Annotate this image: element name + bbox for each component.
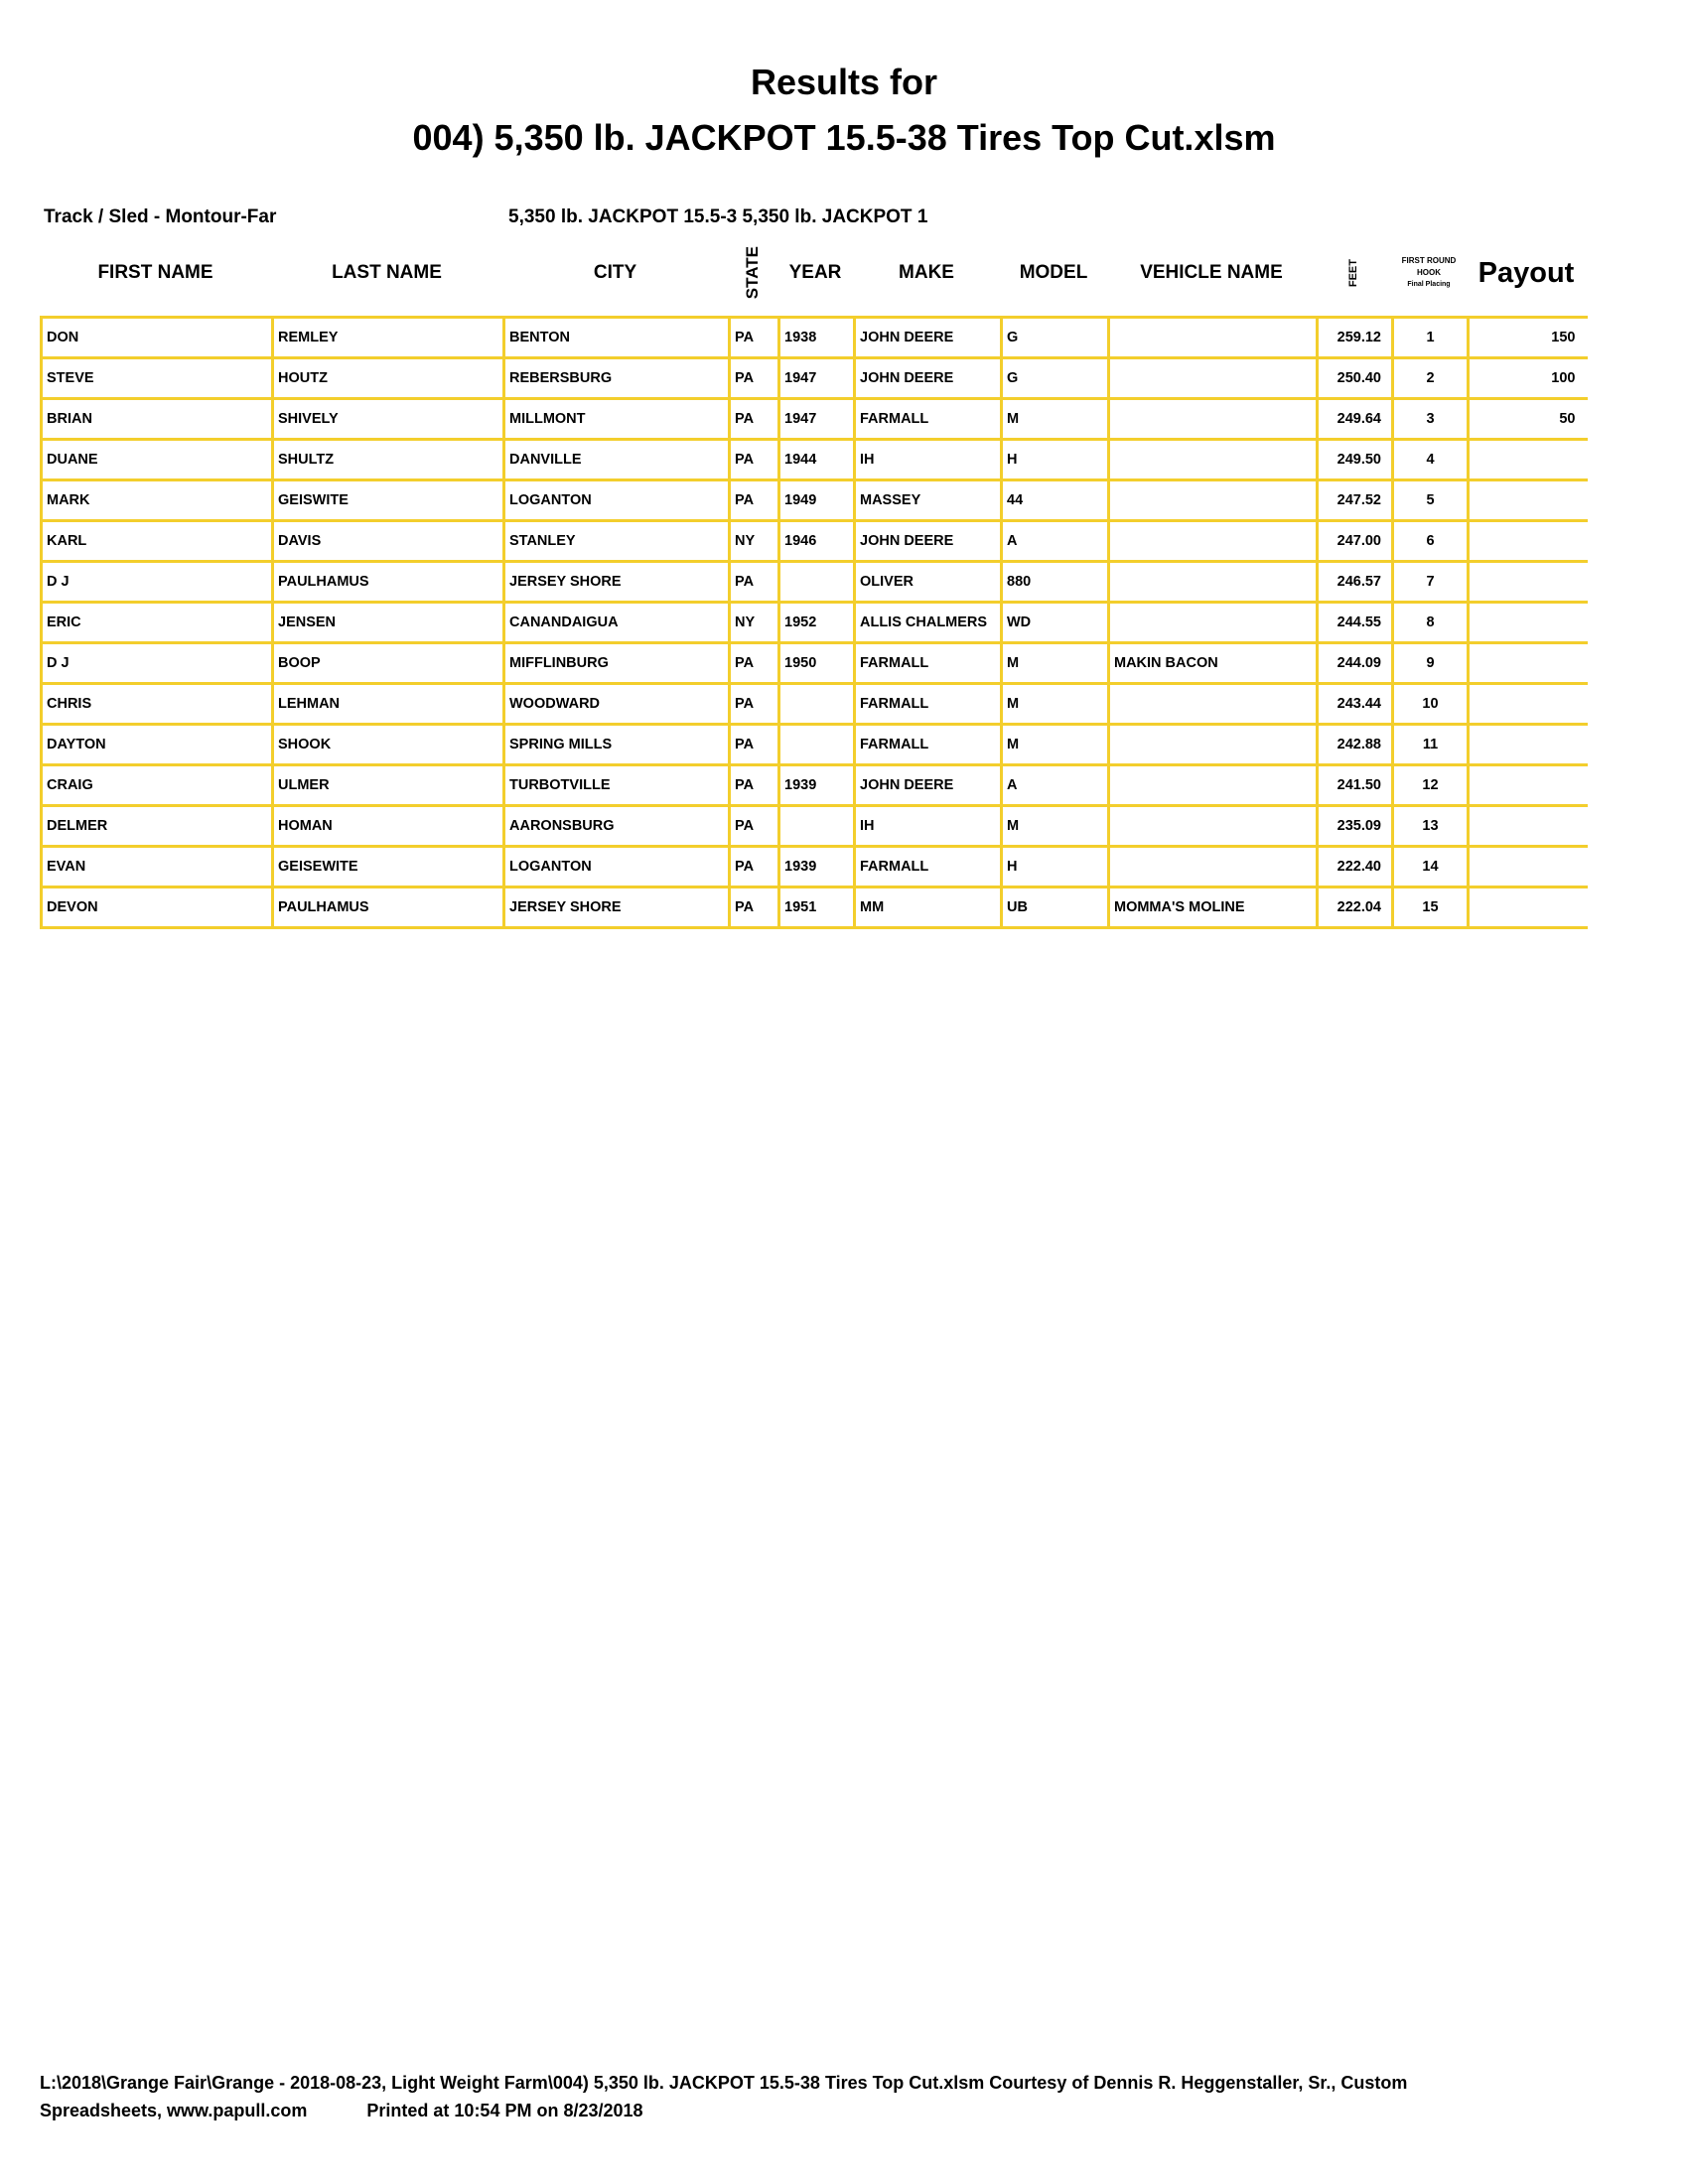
cell-payout — [1469, 684, 1588, 725]
cell-city: BENTON — [504, 318, 730, 358]
cell-vehicle-name: MAKIN BACON — [1109, 643, 1318, 684]
cell-vehicle-name — [1109, 318, 1318, 358]
cell-make: JOHN DEERE — [855, 358, 1002, 399]
header-hook-line1: FIRST ROUND — [1401, 256, 1457, 265]
table-row — [42, 399, 1588, 440]
cell-city: AARONSBURG — [504, 806, 730, 847]
table-row — [42, 318, 1588, 358]
cell-feet: 243.44 — [1318, 684, 1393, 725]
cell-vehicle-name: MOMMA'S MOLINE — [1109, 887, 1318, 928]
cell-feet: 250.40 — [1318, 358, 1393, 399]
cell-state: PA — [730, 765, 779, 806]
header-year: YEAR — [788, 262, 842, 283]
cell-make: OLIVER — [855, 562, 1002, 603]
cell-state: PA — [730, 847, 779, 887]
cell-year: 1944 — [779, 440, 855, 480]
table-row — [42, 887, 1588, 928]
cell-feet: 247.52 — [1318, 480, 1393, 521]
cell-make: MM — [855, 887, 1002, 928]
cell-payout — [1469, 765, 1588, 806]
header-first-name: FIRST NAME — [97, 262, 213, 283]
cell-placing: 6 — [1393, 521, 1469, 562]
cell-first-name: D J — [42, 643, 273, 684]
cell-model: M — [1002, 399, 1109, 440]
cell-year — [779, 684, 855, 725]
cell-model: WD — [1002, 603, 1109, 643]
cell-feet: 246.57 — [1318, 562, 1393, 603]
cell-city: MILLMONT — [504, 399, 730, 440]
header-hook-line3: Final Placing — [1407, 281, 1451, 288]
cell-feet: 222.40 — [1318, 847, 1393, 887]
page-title: Results for — [750, 62, 938, 102]
cell-last-name: HOMAN — [273, 806, 504, 847]
cell-vehicle-name — [1109, 603, 1318, 643]
cell-first-name: KARL — [42, 521, 273, 562]
cell-last-name: GEISEWITE — [273, 847, 504, 887]
cell-payout: 150 — [1469, 318, 1588, 358]
cell-first-name: DEVON — [42, 887, 273, 928]
cell-model: UB — [1002, 887, 1109, 928]
cell-year: 1952 — [779, 603, 855, 643]
class-info-label: 5,350 lb. JACKPOT 15.5-3 5,350 lb. JACKPOT 1 — [508, 206, 928, 227]
cell-payout — [1469, 847, 1588, 887]
cell-model: G — [1002, 358, 1109, 399]
cell-model: M — [1002, 643, 1109, 684]
cell-first-name: DON — [42, 318, 273, 358]
table-row — [42, 806, 1588, 847]
cell-city: STANLEY — [504, 521, 730, 562]
footer-site: Spreadsheets, www.papull.com — [40, 2101, 308, 2120]
cell-year: 1938 — [779, 318, 855, 358]
cell-state: PA — [730, 806, 779, 847]
cell-vehicle-name — [1109, 684, 1318, 725]
cell-state: PA — [730, 684, 779, 725]
cell-model: A — [1002, 521, 1109, 562]
page-subtitle: 004) 5,350 lb. JACKPOT 15.5-38 Tires Top Cut.xlsm — [412, 117, 1276, 158]
cell-year: 1947 — [779, 399, 855, 440]
cell-make: FARMALL — [855, 725, 1002, 765]
cell-make: IH — [855, 806, 1002, 847]
cell-city: REBERSBURG — [504, 358, 730, 399]
table-row — [42, 521, 1588, 562]
cell-make: ALLIS CHALMERS — [855, 603, 1002, 643]
cell-vehicle-name — [1109, 806, 1318, 847]
cell-last-name: ULMER — [273, 765, 504, 806]
cell-city: LOGANTON — [504, 480, 730, 521]
table-row — [42, 643, 1588, 684]
cell-feet: 249.64 — [1318, 399, 1393, 440]
cell-first-name: BRIAN — [42, 399, 273, 440]
cell-state: PA — [730, 440, 779, 480]
cell-feet: 241.50 — [1318, 765, 1393, 806]
cell-make: FARMALL — [855, 643, 1002, 684]
cell-vehicle-name — [1109, 765, 1318, 806]
header-state: STATE — [743, 246, 762, 300]
table-row — [42, 440, 1588, 480]
cell-model: M — [1002, 806, 1109, 847]
cell-placing: 3 — [1393, 399, 1469, 440]
cell-feet: 247.00 — [1318, 521, 1393, 562]
cell-last-name: LEHMAN — [273, 684, 504, 725]
cell-last-name: SHOOK — [273, 725, 504, 765]
cell-state: PA — [730, 399, 779, 440]
cell-placing: 12 — [1393, 765, 1469, 806]
cell-model: A — [1002, 765, 1109, 806]
cell-make: JOHN DEERE — [855, 521, 1002, 562]
cell-make: JOHN DEERE — [855, 318, 1002, 358]
cell-model: 880 — [1002, 562, 1109, 603]
cell-last-name: BOOP — [273, 643, 504, 684]
cell-placing: 5 — [1393, 480, 1469, 521]
cell-feet: 259.12 — [1318, 318, 1393, 358]
cell-state: PA — [730, 887, 779, 928]
cell-last-name: PAULHAMUS — [273, 887, 504, 928]
cell-make: FARMALL — [855, 847, 1002, 887]
cell-year — [779, 806, 855, 847]
cell-placing: 15 — [1393, 887, 1469, 928]
cell-state: PA — [730, 480, 779, 521]
cell-last-name: HOUTZ — [273, 358, 504, 399]
header-vehicle-name: VEHICLE NAME — [1140, 262, 1283, 283]
cell-last-name: GEISWITE — [273, 480, 504, 521]
cell-city: TURBOTVILLE — [504, 765, 730, 806]
footer-printed: Printed at 10:54 PM on 8/23/2018 — [366, 2101, 643, 2120]
cell-payout — [1469, 643, 1588, 684]
cell-payout — [1469, 440, 1588, 480]
cell-last-name: JENSEN — [273, 603, 504, 643]
cell-city: MIFFLINBURG — [504, 643, 730, 684]
cell-feet: 235.09 — [1318, 806, 1393, 847]
cell-payout — [1469, 603, 1588, 643]
table-row — [42, 847, 1588, 887]
header-hook — [1391, 238, 1467, 308]
cell-year: 1949 — [779, 480, 855, 521]
cell-vehicle-name — [1109, 562, 1318, 603]
cell-vehicle-name — [1109, 440, 1318, 480]
cell-year: 1946 — [779, 521, 855, 562]
cell-first-name: DELMER — [42, 806, 273, 847]
header-payout: Payout — [1477, 256, 1575, 289]
cell-model: M — [1002, 684, 1109, 725]
cell-first-name: CRAIG — [42, 765, 273, 806]
cell-city: SPRING MILLS — [504, 725, 730, 765]
cell-vehicle-name — [1109, 358, 1318, 399]
header-model: MODEL — [1019, 262, 1088, 283]
cell-payout — [1469, 521, 1588, 562]
cell-make: FARMALL — [855, 399, 1002, 440]
cell-first-name: ERIC — [42, 603, 273, 643]
cell-placing: 9 — [1393, 643, 1469, 684]
cell-model: G — [1002, 318, 1109, 358]
cell-model: H — [1002, 847, 1109, 887]
cell-year: 1939 — [779, 847, 855, 887]
cell-state: PA — [730, 562, 779, 603]
cell-payout: 100 — [1469, 358, 1588, 399]
cell-year: 1939 — [779, 765, 855, 806]
cell-placing: 11 — [1393, 725, 1469, 765]
header-last-name: LAST NAME — [332, 262, 442, 283]
cell-model: 44 — [1002, 480, 1109, 521]
cell-first-name: STEVE — [42, 358, 273, 399]
cell-placing: 1 — [1393, 318, 1469, 358]
cell-last-name: SHIVELY — [273, 399, 504, 440]
cell-state: PA — [730, 725, 779, 765]
cell-feet: 242.88 — [1318, 725, 1393, 765]
footer — [40, 2069, 1668, 2124]
cell-model: H — [1002, 440, 1109, 480]
cell-payout — [1469, 562, 1588, 603]
cell-payout — [1469, 725, 1588, 765]
cell-model: M — [1002, 725, 1109, 765]
cell-payout — [1469, 480, 1588, 521]
header-feet: FEET — [1347, 258, 1359, 288]
cell-make: MASSEY — [855, 480, 1002, 521]
cell-last-name: PAULHAMUS — [273, 562, 504, 603]
header-hook-line2: HOOK — [1417, 268, 1441, 277]
cell-last-name: SHULTZ — [273, 440, 504, 480]
cell-payout — [1469, 806, 1588, 847]
cell-feet: 244.55 — [1318, 603, 1393, 643]
cell-make: JOHN DEERE — [855, 765, 1002, 806]
cell-placing: 8 — [1393, 603, 1469, 643]
cell-vehicle-name — [1109, 399, 1318, 440]
cell-vehicle-name — [1109, 847, 1318, 887]
header-city: CITY — [593, 262, 637, 283]
cell-city: JERSEY SHORE — [504, 562, 730, 603]
cell-placing: 4 — [1393, 440, 1469, 480]
table-row — [42, 603, 1588, 643]
results-body — [42, 318, 1588, 928]
cell-state: PA — [730, 318, 779, 358]
cell-city: DANVILLE — [504, 440, 730, 480]
table-row — [42, 684, 1588, 725]
footer-path: L:\2018\Grange Fair\Grange - 2018-08-23, Light Weight Farm\004) 5,350 lb. JACKPOT 15.5-38 Tires Top Cut.xlsm Courtesy of Dennis R. Heggenstaller, Sr., Custom — [40, 2073, 1408, 2093]
cell-first-name: DAYTON — [42, 725, 273, 765]
cell-first-name: DUANE — [42, 440, 273, 480]
cell-first-name: MARK — [42, 480, 273, 521]
cell-placing: 13 — [1393, 806, 1469, 847]
cell-payout — [1469, 887, 1588, 928]
table-row — [42, 480, 1588, 521]
cell-state: NY — [730, 603, 779, 643]
cell-year: 1950 — [779, 643, 855, 684]
cell-year — [779, 562, 855, 603]
cell-vehicle-name — [1109, 521, 1318, 562]
cell-year — [779, 725, 855, 765]
cell-placing: 10 — [1393, 684, 1469, 725]
cell-first-name: EVAN — [42, 847, 273, 887]
cell-first-name: D J — [42, 562, 273, 603]
table-row — [42, 358, 1588, 399]
cell-city: JERSEY SHORE — [504, 887, 730, 928]
cell-state: PA — [730, 358, 779, 399]
cell-vehicle-name — [1109, 480, 1318, 521]
cell-make: IH — [855, 440, 1002, 480]
header-make: MAKE — [899, 262, 954, 283]
cell-last-name: REMLEY — [273, 318, 504, 358]
cell-city: CANANDAIGUA — [504, 603, 730, 643]
cell-placing: 14 — [1393, 847, 1469, 887]
cell-payout: 50 — [1469, 399, 1588, 440]
cell-feet: 222.04 — [1318, 887, 1393, 928]
cell-year: 1947 — [779, 358, 855, 399]
table-row — [42, 562, 1588, 603]
cell-city: LOGANTON — [504, 847, 730, 887]
cell-placing: 7 — [1393, 562, 1469, 603]
cell-first-name: CHRIS — [42, 684, 273, 725]
cell-feet: 244.09 — [1318, 643, 1393, 684]
cell-year: 1951 — [779, 887, 855, 928]
results-table — [40, 316, 1588, 929]
cell-state: PA — [730, 643, 779, 684]
cell-city: WOODWARD — [504, 684, 730, 725]
cell-placing: 2 — [1393, 358, 1469, 399]
track-sled-label: Track / Sled - Montour-Far — [44, 206, 277, 227]
table-row — [42, 765, 1588, 806]
cell-make: FARMALL — [855, 684, 1002, 725]
cell-vehicle-name — [1109, 725, 1318, 765]
cell-feet: 249.50 — [1318, 440, 1393, 480]
table-row — [42, 725, 1588, 765]
cell-state: NY — [730, 521, 779, 562]
cell-last-name: DAVIS — [273, 521, 504, 562]
